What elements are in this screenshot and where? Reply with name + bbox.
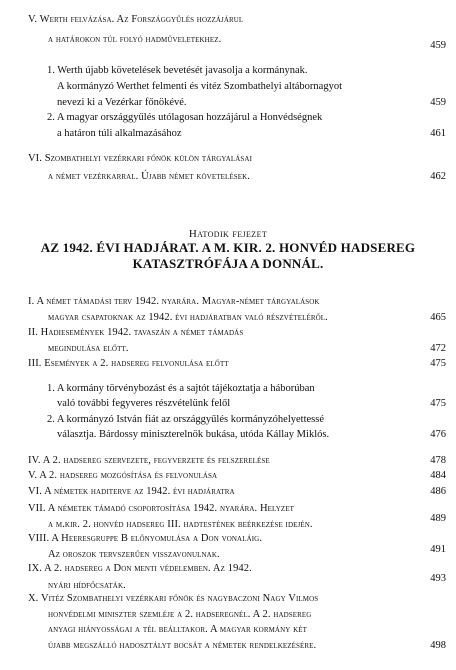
toc-entry-text: a német vezérkarral. Újabb német követelések. [48,171,250,182]
toc-entry-text: VI. Szombathelyi vezérkari főnök külön tárgyalásai [28,153,253,164]
toc-page-number: 498 [430,640,446,651]
toc-page-number: 491 [430,544,446,555]
toc-entry-text: a határokon túl folyó hadműveletekhez. [48,34,222,45]
toc-entry-text: VII. A németek támadó csoportosítása 1942. nyarára. Helyzet [28,503,294,514]
toc-entry-text: a m.kir. 2. honvéd hadsereg III. hadtestének beérkezése idején. [48,519,313,530]
toc-page-number: 465 [430,312,446,323]
toc-entry-text: a határon túli alkalmazásához [57,128,182,139]
toc-entry-text: IX. A 2. hadsereg a Don menti védelemben. Az 1942. [28,563,252,574]
toc-entry-text: honvédelmi miniszter szemléje a 2. hadseregnél. A 2. hadsereg [48,609,312,620]
toc-page-number: 459 [430,97,446,108]
toc-entry-text: Az oroszok tervszerűen visszavonulnak. [48,549,220,560]
toc-page-number: 493 [430,573,446,584]
toc-entry-text: IV. A 2. hadsereg szervezete, fegyverzete és felszerelése [28,455,270,466]
toc-entry-text: III. Események a 2. hadsereg felvonulása előtt [28,358,229,369]
toc-page-number: 478 [430,455,446,466]
toc-page-number: 486 [430,486,446,497]
toc-entry-text: VI. A németek haditerve az 1942. évi hadjáratra [28,486,235,497]
toc-entry-text: V. Werth felvázása. Az Fországgyűlés hozzájárul [28,14,244,25]
toc-page-number: 462 [430,171,446,182]
chapter-title: AZ 1942. ÉVI HADJÁRAT. A M. KIR. 2. HONVÉD HADSEREG [40,240,416,255]
toc-entry-text: 1. Werth újabb követelések bevetését javasolja a kormánynak. [47,65,308,76]
toc-entry-text: 2. A kormányzó István fiát az országgyűlés kormányzóhelyettessé [47,414,324,425]
toc-page-number: 475 [430,358,446,369]
toc-entry-text: anyagi hiányosságai a tél beálltakor. A magyar kormány két [48,624,308,635]
toc-entry-text: VIII. A Heeresgruppe B előnyomulása a Don vonaláig. [28,533,263,544]
toc-entry-text: A kormányzó Werthet felmenti és vitéz Szombathelyi altábornagyot [57,81,343,92]
chapter-label: Hatodik fejezet [188,228,268,240]
toc-entry-text: választja. Bárdossy miniszterelnök bukása, utóda Kállay Miklós. [57,429,330,440]
toc-entry-text: 2. A magyar országgyűlés utólagosan hozzájárul a Honvédségnek [47,112,323,123]
toc-entry-text: 1. A kormány törvénybozást és a sajtót tájékoztatja a háborúban [47,383,315,394]
toc-page-number: 459 [430,40,446,51]
toc-entry-text: nyári hídfőcsaták. [48,580,126,591]
toc-page-number: 472 [430,343,446,354]
toc-page-number: 476 [430,429,446,440]
toc-entry-text: II. Hadiesemények 1942. tavaszán a német támadás [28,327,244,338]
toc-page-number: 484 [430,470,446,481]
toc-entry-text: I. A német támadási terv 1942. nyarára. Magyar-német tárgyalások [28,296,320,307]
toc-entry-text: megindulása előtt. [48,343,129,354]
toc-entry-text: nevezi ki a Vezérkar főnökévé. [57,97,187,108]
toc-page-number: 461 [430,128,446,139]
toc-entry-text: újabb megszálló hadosztályt bocsát a németek rendelkezésére. [48,640,317,651]
toc-page-number: 475 [430,398,446,409]
toc-entry-text: V. A 2. hadsereg mozgósítása és felvonulása [28,470,218,481]
toc-entry-text: magyar csapatoknak az 1942. évi hadjáratban való részvételéről. [48,312,328,323]
toc-page-number: 489 [430,513,446,524]
chapter-title: KATASZTRÓFÁJA A DONNÁL. [132,256,324,271]
toc-entry-text: való további fegyveres részvételünk felől [57,398,231,409]
toc-entry-text: X. Vitéz Szombathelyi vezérkari főnök és nagybaczoni Nagy Vilmos [28,593,319,604]
